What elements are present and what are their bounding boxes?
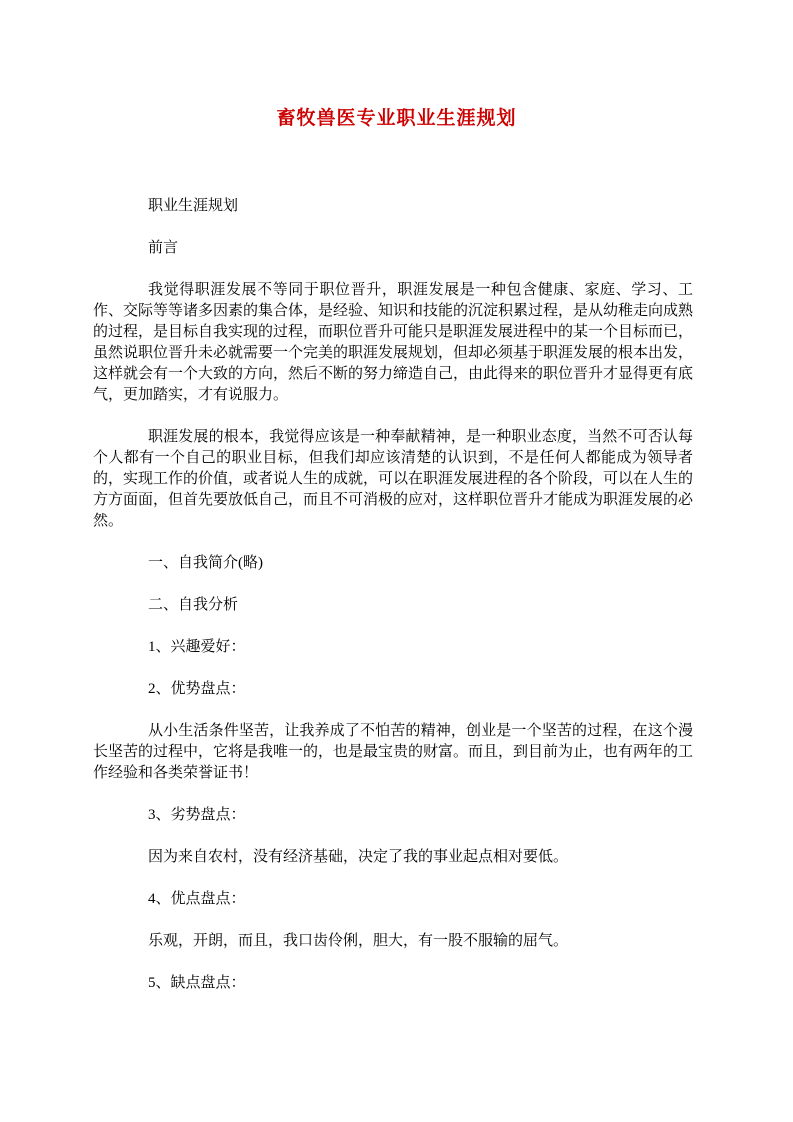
- section-heading-self-introduction: 一、自我简介(略): [148, 555, 263, 571]
- preface-paragraph-2: 职涯发展的根本，我觉得应该是一种奉献精神，是一种职业态度，当然不可否认每个人都有一个自己的职业目标，但我们却应该清楚的认识到，不是任何人都能成为领导者的，实现工作的价值，或者说人生的成就，可以在职涯发展进程的各个阶段，可以在人生的方方面面，但首先要放低自己，而且不可消极的应对，这样职位晋升才能成为职涯发展的必然。: [93, 429, 694, 529]
- preface-paragraph-1: 我觉得职涯发展不等同于职位晋升，职涯发展是一种包含健康、家庭、学习、工作、交际等等诸多因素的集合体，是经验、知识和技能的沉淀积累过程，是从幼稚走向成熟的过程，是目标自我实现的过程，而职位晋升可能只是职涯发展进程中的某一个目标而已，虽然说职位晋升未必就需要一个完美的职涯发展规划，但却必须基于职涯发展的根本出发，这样就会有一个大致的方向，然后不断的努力缔造自己，由此得来的职位晋升才显得更有底气，更加踏实，才有说服力。: [93, 282, 694, 403]
- strengths-paragraph: 从小生活条件坚苦，让我养成了不怕苦的精神，创业是一个坚苦的过程，在这个漫长坚苦的过程中，它将是我唯一的，也是最宝贵的财富。而且，到目前为止，也有两年的工作经验和各类荣誉证书！: [93, 723, 694, 781]
- weaknesses-paragraph: 因为来自农村，没有经济基础，决定了我的事业起点相对要低。: [148, 849, 569, 865]
- document-body: [93, 196, 693, 994]
- item-heading-interests: 1、兴趣爱好：: [148, 639, 246, 655]
- document-title: 畜牧兽医专业职业生涯规划: [276, 108, 517, 129]
- section-heading-self-analysis: 二、自我分析: [148, 597, 239, 613]
- merits-paragraph: 乐观，开朗，而且，我口齿伶俐，胆大，有一股不服输的屈气。: [148, 933, 569, 949]
- document-subtitle: 职业生涯规划: [148, 198, 239, 214]
- item-heading-weaknesses: 3、劣势盘点：: [148, 807, 246, 823]
- item-heading-shortcomings: 5、缺点盘点：: [148, 975, 246, 991]
- item-heading-strengths: 2、优势盘点：: [148, 681, 246, 697]
- item-heading-merits: 4、优点盘点：: [148, 891, 246, 907]
- preface-heading: 前言: [148, 240, 179, 256]
